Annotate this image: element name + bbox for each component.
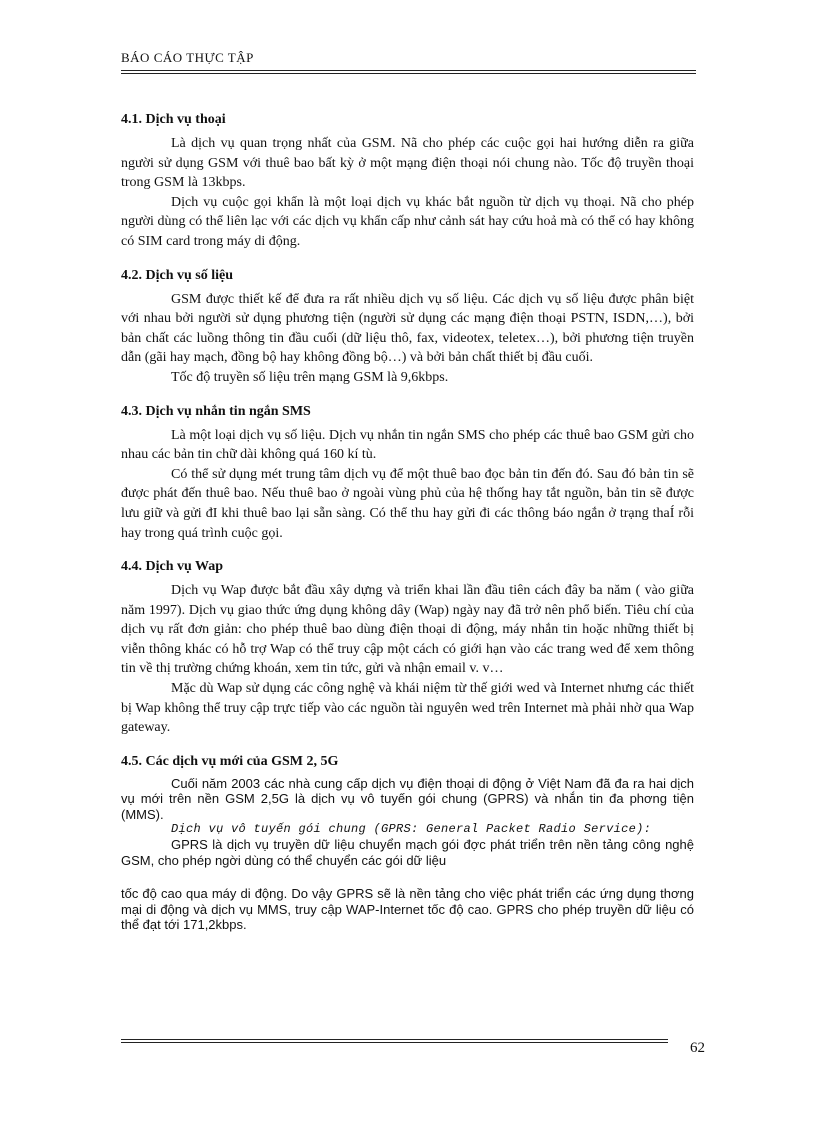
page-number: 62 — [690, 1040, 705, 1056]
paragraph: Dịch vụ cuộc gọi khẩn là một loại dịch vụ khác bắt nguồn từ dịch vụ thoại. Nã cho phép người dùng có thể liên lạc với các dịch vụ khẩn cấp như cảnh sát hay cứu hoả mà có thể có hay không có SIM card trong máy di động. — [121, 194, 694, 249]
paragraph-gap — [121, 868, 694, 886]
paragraph: Dịch vụ Wap được bắt đầu xây dựng và triển khai lần đầu tiên cách đây ba năm ( vào giữa năm 1997). Dịch vụ giao thức ứng dụng không dây (Wap) ngày nay đã trở nên phổ biến. Tiêu chí của dịch vụ rất đơn giản: cho phép thuê bao dùng điện thoại di động, máy nhắn tin hoặc những thiết bị viễn thông khác có hỗ trợ Wap có thể truy cập một cách có giới hạn vào các trang wed để xem thông tin về thị trường chứng khoán, xem tin tức, gửi và nhận email v. v… — [121, 583, 694, 677]
header-rule-double — [121, 73, 696, 74]
section-wap — [121, 559, 694, 738]
paragraph: GSM được thiết kế để đưa ra rất nhiều dịch vụ số liệu. Các dịch vụ số liệu được phân biệt với nhau bởi người sử dụng phương tiện (người sử dụng các mạng điện thoại PSTN, ISDN,…), bởi bản chất các luồng thông tin đầu cuối (dữ liệu thô, fax, videotex, teletex…), bởi phương tiện truyền dẫn (gãi hay mạch, đồng bộ hay không đồng bộ…) và bởi bản chất thiết bị đầu cuối. — [121, 291, 694, 366]
section-new-services — [121, 754, 694, 933]
section-heading: 4.3. Dịch vụ nhắn tin ngắn SMS — [121, 403, 311, 419]
section-heading: 4.1. Dịch vụ thoại — [121, 112, 226, 127]
paragraph: Là dịch vụ quan trọng nhất của GSM. Nã cho phép các cuộc gọi hai hướng diễn ra giữa người sử dụng GSM với thuê bao bất kỳ ở một mạng điện thoại nói chung nào. Tốc độ truyền thoại trong GSM là 13kbps. — [121, 136, 694, 191]
paragraph: Tốc độ truyền số liệu trên mạng GSM là 9,6kbps. — [171, 369, 449, 385]
running-header: BÁO CÁO THỰC TẬP — [121, 50, 254, 65]
paragraph: Mặc dù Wap sử dụng các công nghệ và khái niệm từ thế giới wed và Internet nhưng các thiết bị Wap không thể truy cập trực tiếp vào các nguồn tài nguyên wed trên Internet mà phải nhờ qua Wap gateway. — [121, 681, 694, 736]
paragraph: Có thể sử dụng mét trung tâm dịch vụ để một thuê bao đọc bản tin đến đó. Sau đó bản tin sẽ được phát đến thuê bao. Nếu thuê bao ở ngoài vùng phủ của hệ thống hay tắt nguồn, bản tin sẽ được lưu giữ và gửi đI khi thuê bao lại sẵn sàng. Có thể thu hay gửi đi các thông báo ngắn ở trạng thaÍ rỗi hay trong quá trình cuộc gọi. — [121, 466, 694, 541]
paragraph: Cuối năm 2003 các nhà cung cấp dịch vụ điện thoại di động ở Việt Nam đã đa ra hai dịch vụ mới trên nền GSM 2,5G là dịch vụ vô tuyến gói chung (GPRS) và nhắn tin đa phơng tiện (MMS). — [121, 775, 694, 822]
section-heading: 4.4. Dịch vụ Wap — [121, 559, 224, 575]
paragraph: GPRS là dịch vụ truyền dữ liệu chuyển mạch gói đợc phát triển trên nền tảng công nghệ GSM, cho phép ngời dùng có thể chuyển các gói dữ liệu — [121, 837, 694, 868]
section-sms — [121, 404, 694, 544]
section-data — [121, 268, 694, 388]
page-body — [121, 112, 694, 949]
section-voice — [121, 112, 694, 252]
footer-rule — [121, 1039, 668, 1040]
header-rule — [121, 70, 696, 71]
paragraph: Là một loại dịch vụ số liệu. Dịch vụ nhắn tin ngắn SMS cho phép các thuê bao GSM gửi cho nhau các bản tin chữ dài không quá 160 kí tù. — [121, 427, 694, 463]
section-heading: 4.2. Dịch vụ số liệu — [121, 267, 234, 283]
subheading-gprs: Dịch vụ vô tuyến gói chung (GPRS: General Packet Radio Service): — [171, 822, 652, 837]
section-heading: 4.5. Các dịch vụ mới của GSM 2, 5G — [121, 753, 339, 769]
footer-rule-double — [121, 1042, 668, 1043]
paragraph: tốc độ cao qua máy di động. Do vậy GPRS sẽ là nền tảng cho việc phát triển các ứng dụng thơng mại di động và dịch vụ MMS, truy cập WAP-Internet tốc độ cao. GPRS cho phép truyền dữ liệu có thể đạt tới 171,2kbps. — [121, 886, 694, 933]
